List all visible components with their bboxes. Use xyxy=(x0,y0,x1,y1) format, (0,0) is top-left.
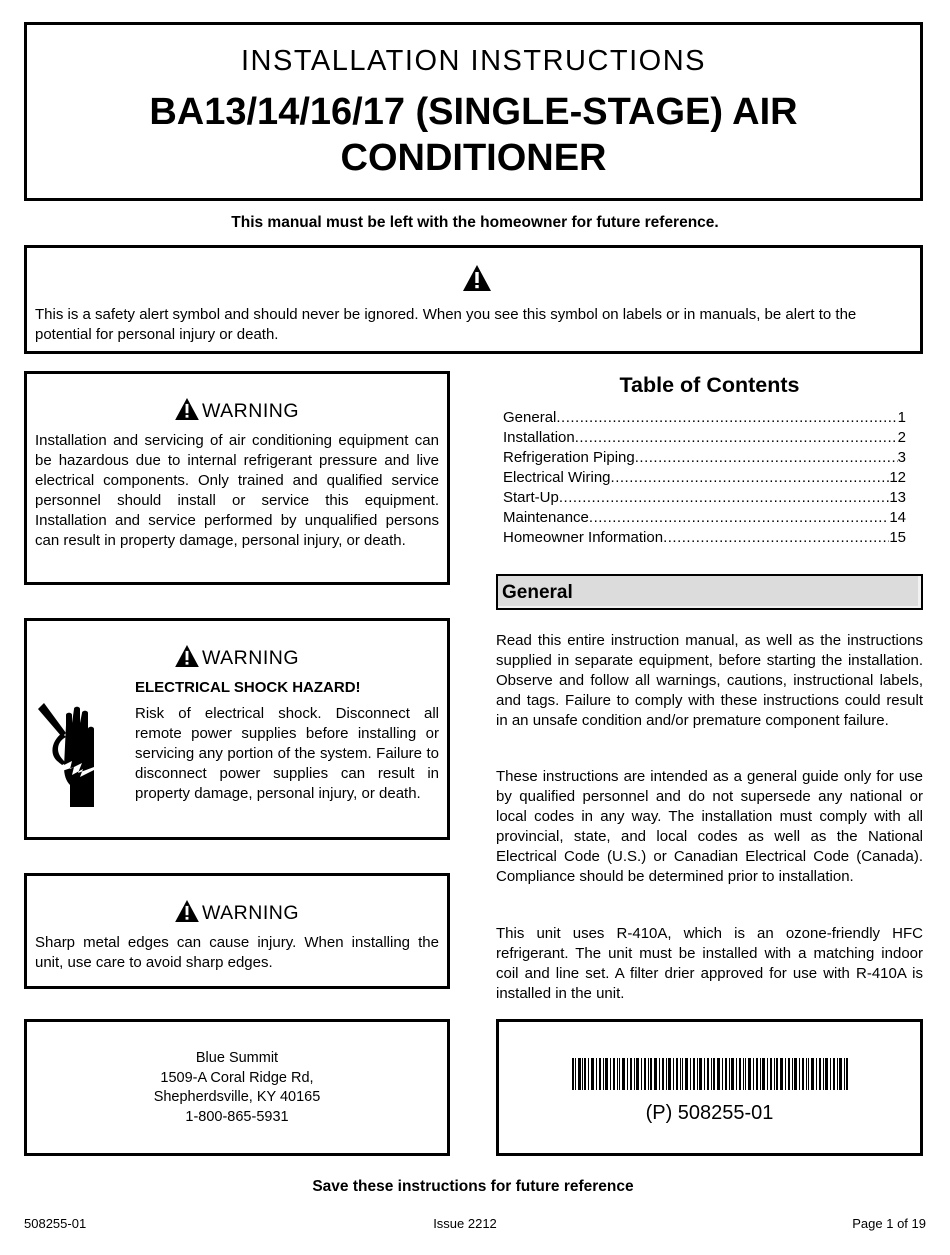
part-number: (P) 508255-01 xyxy=(645,1102,774,1124)
toc-item-label: Start-Up xyxy=(503,489,559,506)
general-paragraph: Read this entire instruction manual, as well as the instructions supplied in separate equipment, before starting the installation. Observe and follow all warnings, cautions, instructional labels, and tags. Failure to comply with these instructions could result in an unsafe condition and/or premature component failure. xyxy=(496,632,923,729)
document-title-line1: BA13/14/16/17 (SINGLE-STAGE) AIR xyxy=(149,91,798,133)
toc-item-page: 15 xyxy=(889,529,906,546)
warning-box-sharp-edges xyxy=(24,873,450,989)
toc-leader-dots xyxy=(611,468,890,488)
toc-item-page: 12 xyxy=(889,469,906,486)
footer-doc-number: 508255-01 xyxy=(24,1216,87,1231)
toc-title: Table of Contents xyxy=(619,373,800,397)
warning-body: Installation and servicing of air conditioning equipment can be hazardous due to internal refrigerant pressure and live electrical components. Only trained and qualified service personnel should install or service this equipment. Installation and service performed by unqualified persons can result in property damage, personal injury, or death. xyxy=(35,432,439,549)
toc-item-page: 3 xyxy=(897,449,906,466)
warning-body: Sharp metal edges can cause injury. When installing the unit, use care to avoid sharp edges. xyxy=(35,934,439,971)
section-heading-general: General xyxy=(496,574,923,610)
toc-item-label: Maintenance xyxy=(503,509,589,526)
toc-item-general[interactable] xyxy=(503,408,906,428)
warning-triangle-icon xyxy=(463,265,491,291)
warning-heading xyxy=(27,645,447,670)
toc-leader-dots xyxy=(635,448,898,468)
toc-leader-dots xyxy=(589,508,889,528)
safety-alert-text: This is a safety alert symbol and should never be ignored. When you see this symbol on labels or in manuals, be alert to the potential for personal injury or death. xyxy=(35,306,857,343)
toc-leader-dots xyxy=(559,488,889,508)
street-address: 1509-A Coral Ridge Rd, xyxy=(160,1069,314,1086)
toc-item-label: Homeowner Information xyxy=(503,529,664,546)
warning-triangle-icon xyxy=(175,645,199,667)
warning-heading-text: WARNING xyxy=(201,400,300,422)
safety-alert-box xyxy=(24,245,923,354)
phone-number: 1-800-865-5931 xyxy=(185,1108,289,1125)
toc-item-label: Installation xyxy=(503,429,575,446)
warning-heading-text: WARNING xyxy=(201,647,300,669)
barcode-icon xyxy=(572,1058,848,1090)
toc-leader-dots xyxy=(556,408,897,428)
manufacturer-address-box xyxy=(24,1019,450,1156)
save-instructions-note: Save these instructions for future reference xyxy=(312,1178,634,1195)
document-title xyxy=(27,89,920,181)
toc-item-electrical-wiring[interactable] xyxy=(503,468,906,488)
toc-leader-dots xyxy=(663,528,889,548)
toc-item-page: 14 xyxy=(889,509,906,526)
toc-item-refrigeration-piping[interactable] xyxy=(503,448,906,468)
warning-triangle-icon xyxy=(175,398,199,420)
warning-heading xyxy=(27,398,447,423)
warning-triangle-icon xyxy=(175,900,199,922)
homeowner-note: This manual must be left with the homeowner for future reference. xyxy=(231,214,719,231)
toc-leader-dots xyxy=(575,428,898,448)
warning-heading-text: WARNING xyxy=(201,902,300,924)
warning-box-electrical-shock xyxy=(24,618,450,840)
barcode-box xyxy=(496,1019,923,1156)
toc-item-label: General xyxy=(503,409,557,426)
toc-item-label: Electrical Wiring xyxy=(503,469,611,486)
toc-item-page: 2 xyxy=(897,429,906,446)
general-paragraph: This unit uses R-410A, which is an ozone-friendly HFC refrigerant. The unit must be installed with a matching indoor coil and line set. A filter drier approved for use with R-410A is installed in the unit. xyxy=(496,925,923,1002)
document-title-line2: CONDITIONER xyxy=(340,137,607,179)
toc-item-page: 13 xyxy=(889,489,906,506)
warning-body: Risk of electrical shock. Disconnect all remote power supplies before installing or servicing any portion of the system. Failure to disconnect power supplies can result in property damage, personal injury, or death. xyxy=(135,705,439,802)
document-subtitle: INSTALLATION INSTRUCTIONS xyxy=(240,45,707,77)
title-box xyxy=(24,22,923,201)
warning-subheading: ELECTRICAL SHOCK HAZARD! xyxy=(135,679,361,696)
toc-item-homeowner-information[interactable] xyxy=(503,528,906,548)
toc-item-installation[interactable] xyxy=(503,428,906,448)
warning-heading xyxy=(27,900,447,925)
toc-item-start-up[interactable] xyxy=(503,488,906,508)
address-lines xyxy=(27,1049,447,1127)
warning-box-hazard xyxy=(24,371,450,585)
toc-item-maintenance[interactable] xyxy=(503,508,906,528)
general-paragraph: These instructions are intended as a general guide only for use by qualified personnel and do not supersede any national or local codes in any way. The installation must comply with all provincial, state, and local codes as well as the National Electrical Code (U.S.) or Canadian Electrical Code (Canada). Compliance should be determined prior to installation. xyxy=(496,768,923,885)
toc-list xyxy=(503,408,906,548)
electric-shock-hand-icon xyxy=(36,703,96,811)
company-name: Blue Summit xyxy=(195,1050,279,1066)
footer-issue: Issue 2212 xyxy=(433,1216,497,1231)
toc-item-page: 1 xyxy=(897,409,906,426)
city-state-zip: Shepherdsville, KY 40165 xyxy=(153,1089,321,1105)
toc-item-label: Refrigeration Piping xyxy=(503,449,635,466)
footer-page-number: Page 1 of 19 xyxy=(852,1216,926,1231)
